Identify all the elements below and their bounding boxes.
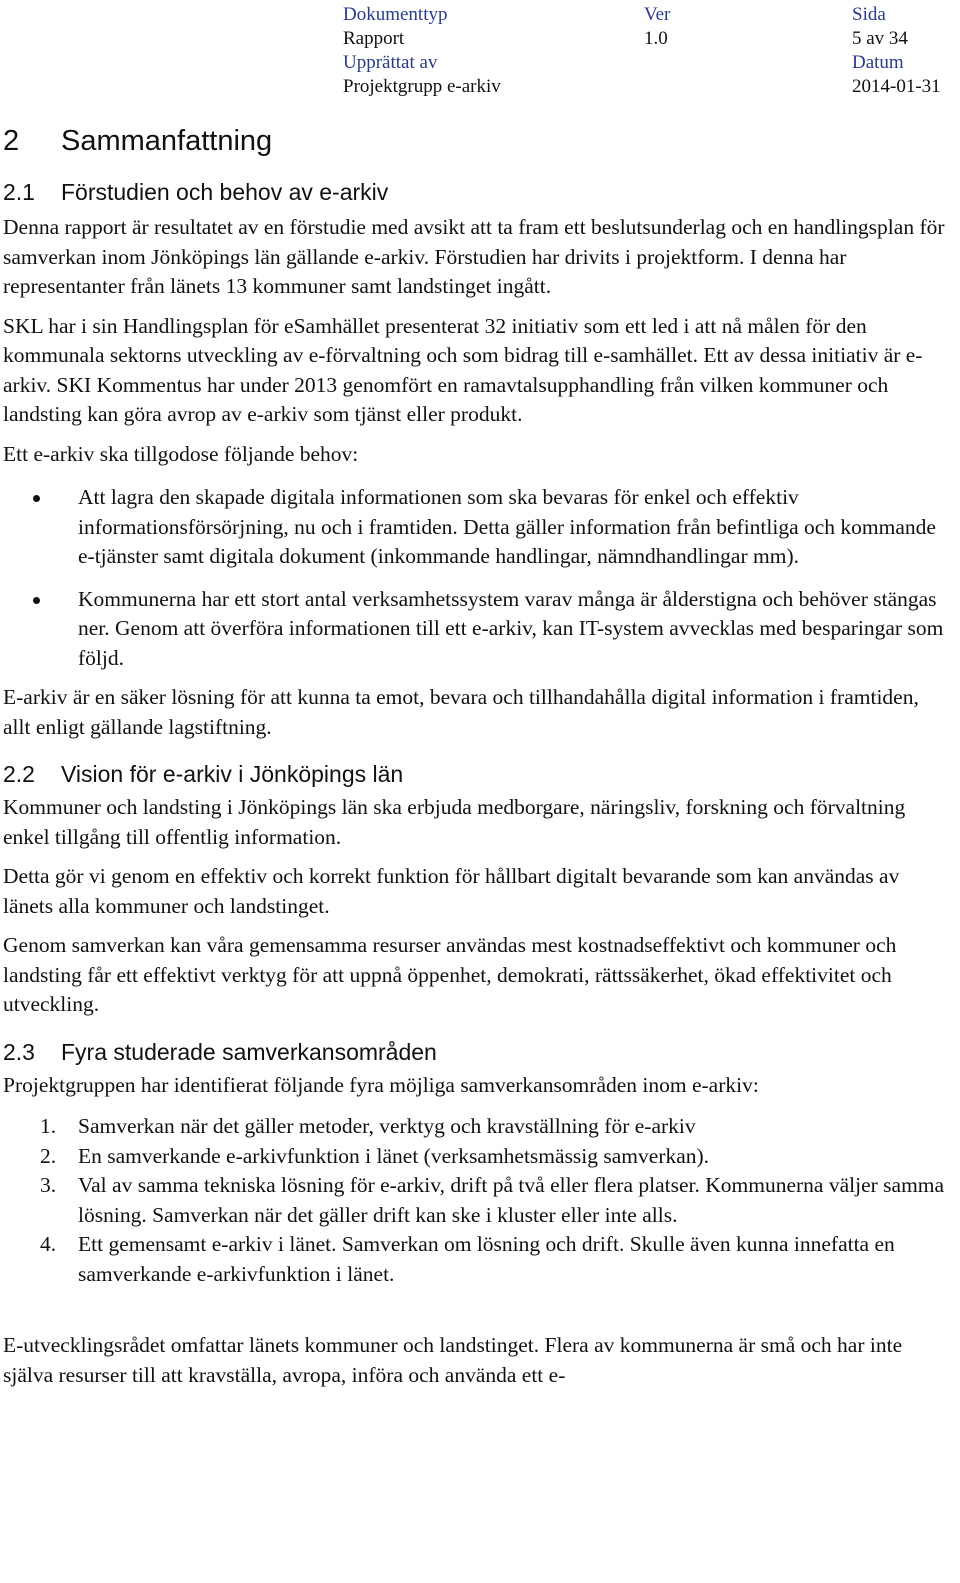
page-value: 5 av 34 <box>852 28 908 49</box>
section-title: Sammanfattning <box>61 125 273 157</box>
subsection-heading-2-2 <box>3 760 948 789</box>
numbered-list <box>3 1112 948 1289</box>
subsection-heading-2-3 <box>3 1038 948 1067</box>
subsection-number: 2.1 <box>3 179 35 205</box>
list-item: 3. Val av samma tekniska lösning för e-arkiv, drift på två eller flera platser. Kommunerna väljer samma lösning. Samverkan när det gäller drift kan ske i kluster eller inte alls. <box>40 1173 945 1227</box>
date-value: 2014-01-31 <box>852 76 941 97</box>
list-item: Att lagra den skapade digitala informationen som ska bevaras för enkel och effektiv informationsförsörjning, nu och i framtiden. Detta gäller information från befintliga och kommande e-tjänster samt digitala dokument (inkommande handlingar, nämndhandlingar mm). <box>3 483 948 572</box>
document-body <box>3 124 948 1390</box>
bullet-list <box>3 483 948 673</box>
bullet-icon <box>33 495 40 502</box>
subsection-number: 2.2 <box>3 761 35 787</box>
paragraph: Projektgruppen har identifierat följande fyra möjliga samverkansområden inom e-arkiv: <box>3 1072 759 1097</box>
section-heading <box>3 124 948 158</box>
subsection-title: Förstudien och behov av e-arkiv <box>61 179 389 205</box>
doc-type-label: Dokumenttyp <box>343 4 448 25</box>
list-item: 2. En samverkande e-arkivfunktion i länet (verksamhetsmässig samverkan). <box>40 1143 710 1168</box>
bullet-icon <box>33 597 40 604</box>
list-item: 1. Samverkan när det gäller metoder, verktyg och kravställning för e-arkiv <box>40 1114 696 1138</box>
paragraph: E-arkiv är en säker lösning för att kunna ta emot, bevara och tillhandahålla digital information i framtiden, allt enligt gällande lagstiftning. <box>3 685 919 739</box>
section-number: 2 <box>3 125 20 157</box>
subsection-number: 2.3 <box>3 1038 35 1065</box>
doc-type-value: Rapport <box>343 28 405 49</box>
list-item: Kommunerna har ett stort antal verksamhetssystem varav många är ålderstigna och behöver stängas ner. Genom att överföra informationen till ett e-arkiv, kan IT-system avvecklas med besparingar som följd. <box>3 585 948 674</box>
version-value: 1.0 <box>644 28 668 49</box>
prepared-by-label: Upprättat av <box>343 52 438 73</box>
list-item: 4. Ett gemensamt e-arkiv i länet. Samverkan om lösning och drift. Skulle även kunna innefatta en samverkande e-arkivfunktion i länet. <box>40 1232 895 1286</box>
paragraph: Kommuner och landsting i Jönköpings län ska erbjuda medborgare, näringsliv, forskning och förvaltning enkel tillgång till offentlig information. <box>3 795 906 849</box>
paragraph: E-utvecklingsrådet omfattar länets kommuner och landstinget. Flera av kommunerna är små och har inte själva resurser till att kravställa, avropa, införa och använda ett e- <box>3 1333 903 1387</box>
prepared-by-value: Projektgrupp e-arkiv <box>343 76 501 97</box>
subsection-title: Fyra studerade samverkansområden <box>61 1038 437 1065</box>
page-label: Sida <box>852 4 886 25</box>
paragraph: Denna rapport är resultatet av en förstudie med avsikt att ta fram ett beslutsunderlag och en handlingsplan för samverkan inom Jönköpings län gällande e-arkiv. Förstudien har drivits i projektform. I denna har representanter från länets 13 kommuner samt landstinget ingått. <box>3 215 945 298</box>
date-label: Datum <box>852 52 904 73</box>
version-label: Ver <box>644 4 671 25</box>
subsection-heading-2-1 <box>3 178 948 207</box>
paragraph: Genom samverkan kan våra gemensamma resurser användas mest kostnadseffektivt och kommuner och landsting får ett effektivt verktyg för att uppnå öppenhet, demokrati, rättssäkerhet, ökad effektivitet och utveckling. <box>3 933 897 1016</box>
paragraph: Detta gör vi genom en effektiv och korrekt funktion för hållbart digitalt bevarande som kan användas av länets alla kommuner och landstinget. <box>3 864 900 918</box>
subsection-title: Vision för e-arkiv i Jönköpings län <box>61 761 404 787</box>
paragraph: SKL har i sin Handlingsplan för eSamhället presenterat 32 initiativ som ett led i att nå målen för den kommunala sektorns utveckling av e-förvaltning och som bidrag till e-samhället. Ett av dessa initiativ är e-arkiv. SKI Kommentus har under 2013 genomfört en ramavtalsupphandling från vilken kommuner och landsting kan göra avrop av e-arkiv som tjänst eller produkt. <box>3 313 923 426</box>
paragraph: Ett e-arkiv ska tillgodose följande behov: <box>3 441 359 466</box>
